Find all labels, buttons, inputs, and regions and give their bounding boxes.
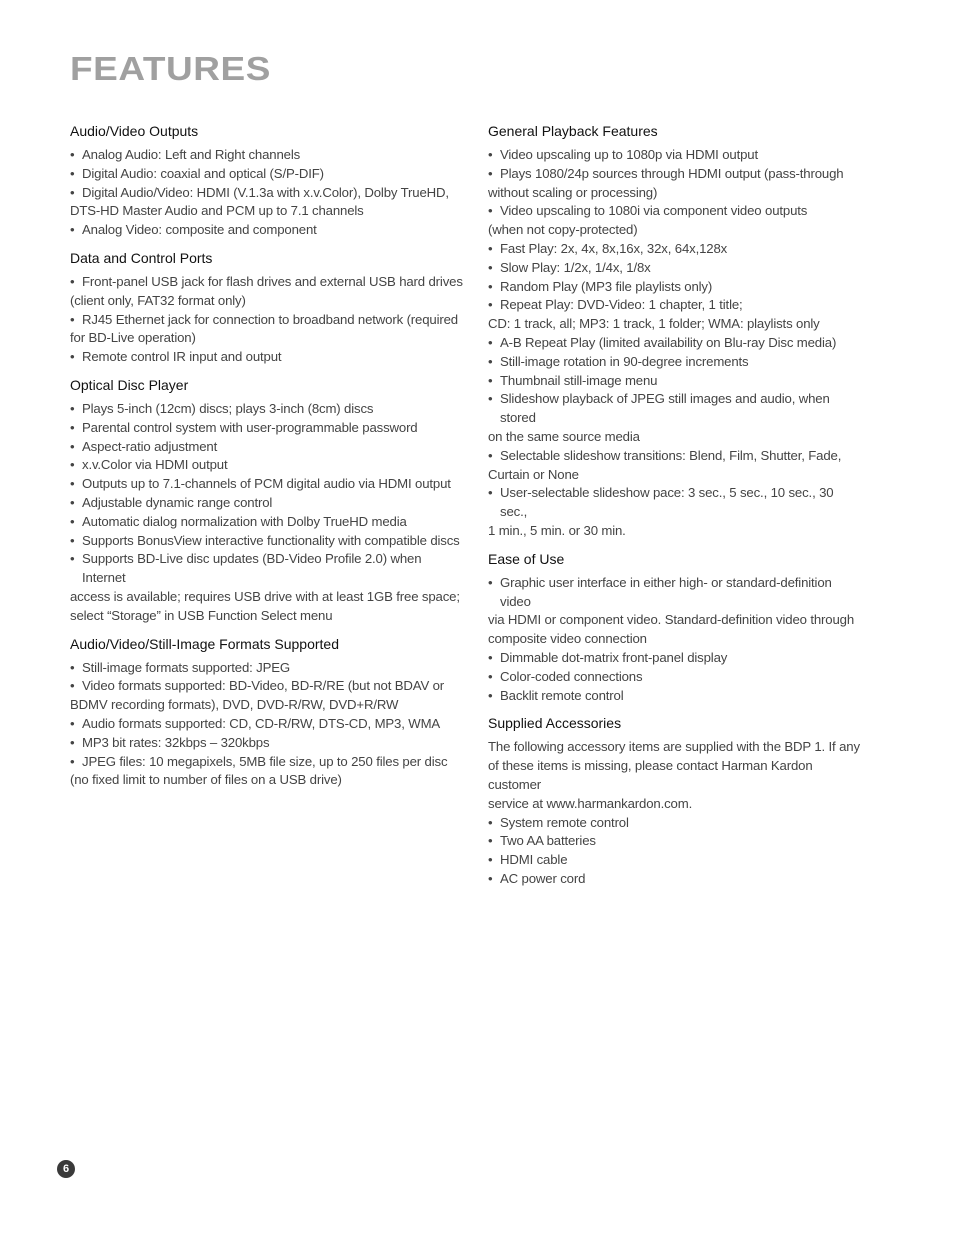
list-item bbox=[70, 513, 465, 532]
list-item-text: MP3 bit rates: 32kbps – 320kbps bbox=[82, 734, 270, 750]
list-item-text: on the same source media bbox=[488, 428, 640, 444]
list-item-text: HDMI cable bbox=[500, 852, 568, 868]
list-item-text: Outputs up to 7.1-channels of PCM digital audio via HDMI output bbox=[82, 476, 451, 492]
list-item bbox=[488, 668, 863, 687]
list-item bbox=[488, 278, 863, 297]
list-item-text: Supports BonusView interactive functionality with compatible discs bbox=[82, 532, 460, 548]
section-heading: Optical Disc Player bbox=[70, 376, 189, 393]
list-item bbox=[70, 221, 465, 240]
list-item bbox=[488, 814, 863, 833]
intro-line: of these items is missing, please contact Harman Kardon customer bbox=[488, 758, 813, 792]
list-item-text: Graphic user interface in either high- or standard-definition video bbox=[500, 574, 832, 609]
feature-list bbox=[488, 814, 863, 889]
list-item bbox=[488, 202, 863, 240]
list-item-text: Selectable slideshow transitions: Blend, Film, Shutter, Fade, bbox=[500, 447, 842, 463]
list-item-text: Backlit remote control bbox=[500, 687, 624, 703]
list-item bbox=[488, 484, 863, 540]
list-item bbox=[488, 390, 863, 446]
list-item-text: Random Play (MP3 file playlists only) bbox=[500, 278, 713, 294]
list-item-text: Parental control system with user-programmable password bbox=[82, 419, 418, 435]
list-item-text: RJ45 Ethernet jack for connection to broadband network (required bbox=[82, 311, 458, 327]
list-item bbox=[70, 753, 465, 791]
list-item-text: Still-image formats supported: JPEG bbox=[82, 659, 291, 675]
list-item bbox=[488, 447, 863, 485]
list-item-text: Automatic dialog normalization with Dolby TrueHD media bbox=[82, 513, 407, 529]
list-item bbox=[488, 296, 863, 334]
intro-line: The following accessory items are supplied with the BDP 1. If any bbox=[488, 739, 860, 755]
list-item-text: Two AA batteries bbox=[500, 833, 596, 849]
list-item-text: (no fixed limit to number of files on a USB drive) bbox=[70, 772, 342, 788]
list-item bbox=[70, 184, 465, 222]
list-item-text: CD: 1 track, all; MP3: 1 track, 1 folder; WMA: playlists only bbox=[488, 316, 820, 332]
list-item-text: Video formats supported: BD-Video, BD-R/RE (but not BDAV or bbox=[82, 678, 445, 694]
list-item-text: Repeat Play: DVD-Video: 1 chapter, 1 title; bbox=[500, 297, 743, 313]
list-item bbox=[488, 649, 863, 668]
feature-list bbox=[70, 273, 465, 367]
list-item bbox=[488, 372, 863, 391]
page-title: FEATURES bbox=[70, 50, 271, 87]
list-item-text: AC power cord bbox=[500, 870, 586, 886]
list-item bbox=[488, 832, 863, 851]
list-item-text: composite video connection bbox=[488, 631, 647, 647]
list-item-text: Adjustable dynamic range control bbox=[82, 494, 273, 510]
right-column bbox=[488, 122, 863, 898]
list-item-text: Plays 1080/24p sources through HDMI output (pass-through bbox=[500, 165, 844, 181]
list-item bbox=[70, 165, 465, 184]
feature-list bbox=[70, 400, 465, 626]
list-item-text: access is available; requires USB drive with at least 1GB free space; bbox=[70, 588, 460, 604]
list-item-text: Supports BD-Live disc updates (BD-Video Profile 2.0) when Internet bbox=[82, 551, 422, 586]
list-item bbox=[70, 532, 465, 551]
list-item-text: (when not copy-protected) bbox=[488, 222, 638, 238]
list-item bbox=[70, 348, 465, 367]
list-item-text: DTS-HD Master Audio and PCM up to 7.1 channels bbox=[70, 203, 364, 219]
list-item bbox=[488, 851, 863, 870]
list-item-text: Plays 5-inch (12cm) discs; plays 3-inch (8cm) discs bbox=[82, 400, 374, 416]
list-item-text: Slow Play: 1/2x, 1/4x, 1/8x bbox=[500, 259, 651, 275]
left-column bbox=[70, 122, 465, 799]
list-item bbox=[70, 677, 465, 715]
section-heading: Data and Control Ports bbox=[70, 249, 213, 266]
page-number: 6 bbox=[57, 1160, 75, 1178]
list-item bbox=[70, 438, 465, 457]
list-item-text: x.v.Color via HDMI output bbox=[82, 457, 228, 473]
list-item-text: Dimmable dot-matrix front-panel display bbox=[500, 649, 728, 665]
list-item bbox=[488, 574, 863, 649]
list-item bbox=[488, 259, 863, 278]
list-item-text: Color-coded connections bbox=[500, 668, 643, 684]
section-heading: Ease of Use bbox=[488, 550, 565, 567]
list-item-text: Still-image rotation in 90-degree increments bbox=[500, 353, 749, 369]
list-item-text: BDMV recording formats), DVD, DVD-R/RW, DVD+R/RW bbox=[70, 697, 399, 713]
section-heading: Supplied Accessories bbox=[488, 715, 622, 732]
list-item bbox=[70, 715, 465, 734]
list-item-text: Digital Audio/Video: HDMI (V.1.3a with x.v.Color), Dolby TrueHD, bbox=[82, 184, 449, 200]
list-item-text: A-B Repeat Play (limited availability on Blu-ray Disc media) bbox=[500, 334, 837, 350]
list-item-text: Digital Audio: coaxial and optical (S/P-DIF) bbox=[82, 165, 324, 181]
list-item-text: Remote control IR input and output bbox=[82, 349, 282, 365]
section-heading: Audio/Video/Still-Image Formats Supported bbox=[70, 635, 339, 652]
list-item-text: 1 min., 5 min. or 30 min. bbox=[488, 522, 626, 538]
list-item bbox=[70, 311, 465, 349]
list-item-text: Fast Play: 2x, 4x, 8x,16x, 32x, 64x,128x bbox=[500, 240, 728, 256]
list-item bbox=[488, 165, 863, 203]
feature-list bbox=[488, 574, 863, 706]
list-item bbox=[70, 400, 465, 419]
list-item-text: Video upscaling to 1080i via component video outputs bbox=[500, 203, 808, 219]
section-intro bbox=[488, 738, 863, 813]
list-item-text: for BD-Live operation) bbox=[70, 330, 196, 346]
list-item bbox=[70, 419, 465, 438]
list-item-text: Aspect-ratio adjustment bbox=[82, 438, 218, 454]
list-item bbox=[70, 475, 465, 494]
list-item bbox=[488, 687, 863, 706]
list-item bbox=[488, 240, 863, 259]
list-item bbox=[488, 870, 863, 889]
list-item-text: Audio formats supported: CD, CD-R/RW, DTS-CD, MP3, WMA bbox=[82, 715, 441, 731]
feature-list bbox=[488, 146, 863, 541]
intro-line: service at www.harmankardon.com. bbox=[488, 795, 693, 811]
list-item-text: (client only, FAT32 format only) bbox=[70, 292, 246, 308]
list-item-text: Analog Audio: Left and Right channels bbox=[82, 147, 301, 162]
list-item bbox=[488, 334, 863, 353]
list-item-text: Front-panel USB jack for flash drives and external USB hard drives bbox=[82, 273, 463, 289]
list-item-text: via HDMI or component video. Standard-definition video through bbox=[488, 612, 855, 628]
list-item-text: System remote control bbox=[500, 814, 629, 830]
list-item-text: Analog Video: composite and component bbox=[82, 222, 317, 238]
section-heading: General Playback Features bbox=[488, 123, 658, 139]
list-item-text: Curtain or None bbox=[488, 466, 579, 482]
list-item bbox=[70, 146, 465, 165]
list-item bbox=[70, 273, 465, 311]
list-item bbox=[70, 456, 465, 475]
feature-list bbox=[70, 146, 465, 240]
feature-list bbox=[70, 659, 465, 791]
list-item bbox=[488, 146, 863, 165]
section-heading: Audio/Video Outputs bbox=[70, 123, 199, 139]
list-item bbox=[70, 550, 465, 625]
list-item bbox=[488, 353, 863, 372]
list-item-text: Slideshow playback of JPEG still images and audio, when stored bbox=[500, 391, 830, 426]
list-item-text: Thumbnail still-image menu bbox=[500, 372, 658, 388]
list-item-text: JPEG files: 10 megapixels, 5MB file size, up to 250 files per disc bbox=[82, 753, 448, 769]
list-item bbox=[70, 734, 465, 753]
list-item-text: select “Storage” in USB Function Select menu bbox=[70, 607, 333, 623]
list-item-text: Video upscaling up to 1080p via HDMI output bbox=[500, 147, 758, 162]
list-item-text: without scaling or processing) bbox=[488, 184, 658, 200]
list-item-text: User-selectable slideshow pace: 3 sec., 5 sec., 10 sec., 30 sec., bbox=[500, 485, 834, 520]
list-item bbox=[70, 494, 465, 513]
list-item bbox=[70, 659, 465, 678]
